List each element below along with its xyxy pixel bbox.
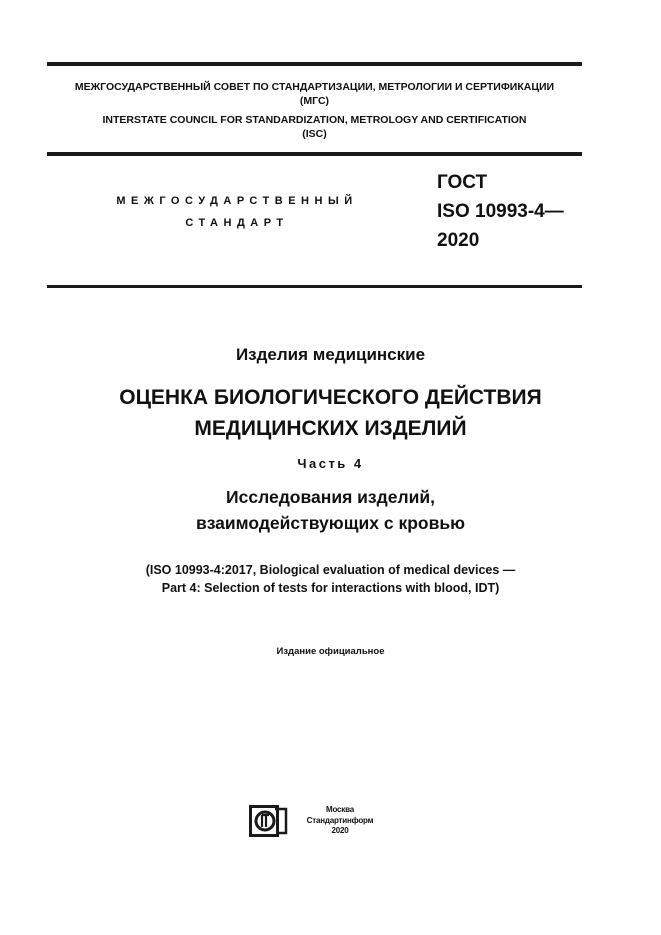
edition-note: Издание официальное — [276, 646, 385, 657]
publisher-text — [296, 805, 384, 837]
part-label: Часть 4 — [297, 456, 364, 471]
main-title-line1: ОЦЕНКА БИОЛОГИЧЕСКОГО ДЕЙСТВИЯ — [119, 386, 542, 409]
designation-line2: ISO 10993-4— — [437, 201, 564, 222]
council-abbr-ru: (МГС) — [299, 95, 330, 107]
iso-reference-line1: (ISO 10993-4:2017, Biological evaluation of medical devices — — [145, 563, 516, 577]
standard-type — [47, 190, 427, 234]
publisher-name: Стандартинформ — [306, 815, 374, 825]
part-title — [0, 484, 661, 536]
publisher-year: 2020 — [331, 826, 349, 835]
top-rule — [47, 62, 582, 66]
standard-type-line1: МЕЖГОСУДАРСТВЕННЫЙ — [116, 195, 358, 207]
iso-reference — [0, 561, 661, 597]
main-title-line2: МЕДИЦИНСКИХ ИЗДЕЛИЙ — [194, 417, 467, 440]
subject-heading: Изделия медицинские — [235, 345, 426, 364]
standard-type-line2: СТАНДАРТ — [185, 217, 289, 229]
council-name-en: INTERSTATE COUNCIL FOR STANDARDIZATION, METROLOGY AND CERTIFICATION — [102, 114, 527, 126]
publisher-block — [248, 803, 408, 843]
designation-line1: ГОСТ — [437, 172, 488, 193]
standard-designation — [437, 168, 564, 255]
iso-reference-line2: Part 4: Selection of tests for interactions with blood, IDT) — [161, 581, 500, 595]
designation-bottom-rule — [47, 285, 582, 288]
part-title-line2: взаимодействующих с кровью — [195, 513, 466, 533]
council-header — [47, 80, 582, 141]
council-abbr-en: (ISC) — [302, 128, 327, 140]
part-title-line1: Исследования изделий, — [226, 487, 435, 507]
designation-line3: 2020 — [437, 230, 480, 251]
standartinform-logo-icon — [248, 803, 288, 839]
publisher-city: Москва — [326, 805, 354, 814]
council-name-ru: МЕЖГОСУДАРСТВЕННЫЙ СОВЕТ ПО СТАНДАРТИЗАЦИИ, МЕТРОЛОГИИ И СЕРТИФИКАЦИИ — [74, 81, 555, 93]
council-bottom-rule — [47, 152, 582, 156]
main-title — [0, 382, 661, 444]
